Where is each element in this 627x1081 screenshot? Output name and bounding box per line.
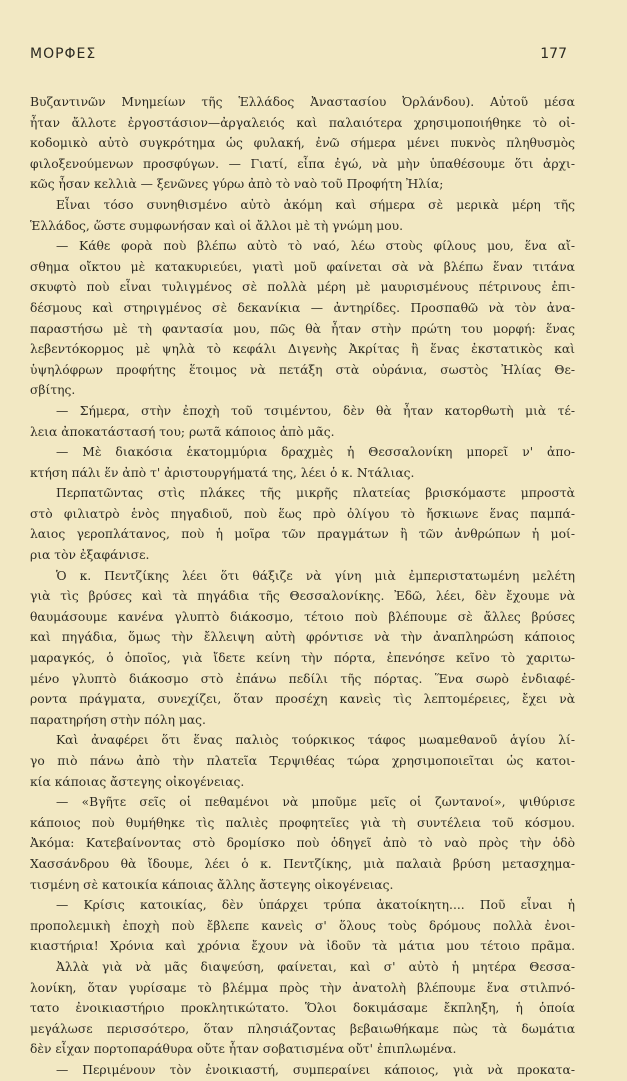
text-line: θαυμάσουμε κανένα γλυπτὸ διάκοσμο, τέτοιο ποὺ βλέπουμε σὲ ἄλλες βρύσες [30, 609, 575, 624]
text-line: μαραγκός, ὁ ὁποῖος, γιὰ ἴδετε κείνη τὴν πόρτα, ἐπενόησε κεῖνο τὸ χαριτω- [30, 651, 575, 666]
text-line: κία κάποιας ἄστεγης οἰκογένειας. [30, 774, 245, 789]
text-line: — Κρίσις κατοικίας, δὲν ὑπάρχει τρύπα ἀκατοίκητη.... Ποῦ εἶναι ἡ [56, 898, 575, 913]
text-line: Ἀλλὰ γιὰ νὰ μᾶς διαψεύση, φαίνεται, καὶ σ' αὐτὸ ἡ μητέρα Θεσσα- [56, 959, 575, 974]
text-line: Βυζαντινῶν Μνημείων τῆς Ἑλλάδος Ἀναστασίου Ὀρλάνδου). Αὐτοῦ μέσα [30, 95, 575, 109]
text-line: — Περιμένουν τὸν ἐνοικιαστή, συμπεραίνει κάποιος, γιὰ νὰ προκατα- [56, 1062, 575, 1077]
page-header [30, 46, 567, 68]
text-line: παραστήσω μὲ τὴ φαντασία μου, πῶς θὰ ἦταν στὴν πρώτη του μορφή: ἕνας [30, 321, 575, 336]
text-line: ροντα πράγματα, συνεχίζει, ὅταν προσέχη κανεὶς τὶς λεπτομέρειες, ἔχει νὰ [30, 692, 575, 707]
text-line: ὑψηλόφρων προφήτης ἕτοιμος νὰ πετάξη στὰ οὐράνια, σωστὸς Ἠλίας Θε- [30, 362, 575, 377]
text-line: δὲν εἶχαν πορτοπαράθυρα οὔτε ἦταν σοβατισμένα οὔτ' ἐπιπλωμένα. [30, 1042, 457, 1057]
text-line: λονίκη, ὅταν γυρίσαμε τὸ βλέμμα πρὸς τὴν ἀνατολὴ βλέπουμε ἕνα στιλπνό- [30, 980, 575, 995]
body-text [30, 92, 575, 1081]
text-line: δέσμους καὶ στηριγμένος σὲ δεκανίκια — ἀντηρίδες. Προσπαθῶ νὰ τὸν ἀνα- [30, 300, 575, 315]
text-line: κιαστήρια! Χρόνια καὶ χρόνια ἔχουν νὰ ἰδοῦν τὰ μάτια μου τέτοιο πρᾶμα. [30, 939, 575, 954]
text-line: παρατηρήση στὴν πόλη μας. [30, 712, 206, 727]
text-line: Ὁ κ. Πεντζίκης λέει ὅτι θάξιζε νὰ γίνη μιὰ ἐμπεριστατωμένη μελέτη [56, 568, 575, 583]
text-line: στὸ φιλιατρὸ ἑνὸς πηγαδιοῦ, ποὺ ἕως πρὸ ὀλίγου τὸ ἤσκιωνε ἕνας παμπά- [30, 506, 575, 521]
text-line: ρια τὸν ἐξαφάνισε. [30, 548, 150, 563]
text-line: κτήση πάλι ἕν ἀπὸ τ' ἀριστουργήματά της, λέει ὁ κ. Ντάλιας. [30, 465, 415, 480]
text-line: — Μὲ διακόσια ἑκατομμύρια δραχμὲς ἡ Θεσσαλονίκη μπορεῖ ν' ἀπο- [56, 445, 575, 460]
text-line: λεια ἀποκατάστασή του; ρωτᾶ κάποιος ἀπὸ μᾶς. [30, 424, 335, 439]
text-line: λαιος γεροπλάτανος, ποὺ ἡ μοῖρα τῶν πραγμάτων ἢ τῶν ἀνθρώπων ἡ μοί- [30, 527, 575, 542]
text-line: — «Βγῆτε σεῖς οἱ πεθαμένοι νὰ μποῦμε μεῖς οἱ ζωντανοί», ψιθύρισε [56, 795, 575, 810]
text-line: τατο ἐνοικιαστήριο προκλητικώτατο. Ὅλοι δοκιμάσαμε ἔκπληξη, ἡ ὁποία [30, 1001, 575, 1016]
text-line: Περπατῶντας στὶς πλάκες τῆς μικρῆς πλατείας βρισκόμαστε μπροστὰ [56, 486, 575, 501]
text-line: — Κάθε φορὰ ποὺ βλέπω αὐτὸ τὸ ναό, λέω στοὺς φίλους μου, ἕνα αἴ- [56, 239, 575, 254]
text-line: μένο γλυπτὸ διάκοσμο στὸ ἐπάνω πεδίλι τῆς πόρτας. Ἕνα σωρὸ ἐνδιαφέ- [30, 671, 575, 686]
text-line: φιλοξενούμενων προσφύγων. — Γιατί, εἶπα ἐγώ, νὰ μὴν ὑπαθέσουμε ὅτι ἀρχι- [30, 156, 575, 171]
text-line: καὶ πηγάδια, ὅμως τὴν ἔλλειψη αὐτὴ φρόντισε νὰ τὴν ἀναπληρώση κάποιος [30, 630, 575, 645]
text-line: κῶς ἦσαν κελλιὰ — ξενῶνες γύρω ἀπὸ τὸ ναὸ τοῦ Προφήτη Ἠλία; [30, 177, 444, 192]
running-head: ΜΟΡΦΕΣ [30, 46, 97, 62]
text-line: Ἑλλάδος, ὥστε συμφωνήσαν καὶ οἱ ἄλλοι μὲ τὴ γνώμη μου. [30, 218, 404, 233]
text-line: — Σήμερα, στὴν ἐποχὴ τοῦ τσιμέντου, δὲν θὰ ἦταν κατορθωτὴ μιὰ τέ- [56, 403, 575, 418]
text-line: τισμένη σὲ κατοικία κάποιας ἄλλης ἄστεγης οἰκογένειας. [30, 877, 394, 892]
page-number: 177 [540, 46, 567, 62]
text-line: κοδομικὸ αὐτὸ συγκρότημα ὡς φυλακή, ἐνῶ σήμερα μένει πυκνὸς πληθυσμὸς [30, 136, 575, 151]
text-line: σκυφτὸ ποὺ εἶναι τυλιγμένος σὲ πολλὰ μέρη μὲ μαυρισμένους πέτρινους ἐπι- [30, 280, 575, 295]
text-line: ἦταν ἄλλοτε ἐργοστάσιον—ἀργαλειός καὶ παλαιότερα χρησιμοποιήθηκε τὸ οἰ- [30, 115, 575, 130]
text-line: γιὰ τὶς βρύσες καὶ τὰ πηγάδια τῆς Θεσσαλονίκης. Ἐδῶ, λέει, δὲν ἔχουμε νὰ [30, 589, 575, 604]
text-line: λεβεντόκορμος μὲ ψηλὰ τὸ κεφάλι Διγενὴς Ἀκρίτας ἢ ἕνας ἐκστατικὸς καὶ [30, 342, 575, 357]
text-line: Χασσάνδρου θὰ ἴδουμε, λέει ὁ κ. Πεντζίκης, μιὰ παλαιὰ βρύση μετασχημα- [30, 856, 575, 871]
text-line: Καὶ ἀναφέρει ὅτι ἕνας παλιὸς τούρκικος τάφος μωαμεθανοῦ ἁγίου λί- [56, 733, 575, 748]
text-line: σθημα οἴκτου μὲ κατακυριεύει, γιατὶ μοῦ φαίνεται σὰ νὰ βλέπω ἕναν τιτάνα [30, 259, 575, 274]
text-line: γο πιὸ πάνω ἀπὸ τὴν πλατεῖα Τερψιθέας τώρα χρησιμοποιεῖται ὡς κατοι- [30, 754, 575, 768]
text-line: Ἀκόμα: Κατεβαίνοντας στὸ δρομίσκο ποὺ ὁδηγεῖ ἀπὸ τὸ ναὸ πρὸς τὴν ὁδὸ [30, 836, 575, 851]
text-line: Εἶναι τόσο συνηθισμένο αὐτὸ ἀκόμη καὶ σήμερα σὲ μερικὰ μέρη τῆς [56, 197, 575, 212]
text-line: μεγάλωσε περισσότερο, ὅταν πλησιάζοντας βεβαιωθήκαμε πὼς τὰ δωμάτια [30, 1021, 575, 1036]
text-line: κάποιος ποὺ θυμήθηκε τὶς παλιὲς προφητεῖες γιὰ τὴ συντέλεια τοῦ κόσμου. [30, 815, 575, 830]
text-line: προπολεμικὴ ἐποχὴ ποὺ ἔβλεπε κανεὶς σ' ὅλους τοὺς δρόμους πολλὰ ἐνοι- [30, 918, 575, 933]
text-line: σβίτης. [30, 383, 76, 398]
